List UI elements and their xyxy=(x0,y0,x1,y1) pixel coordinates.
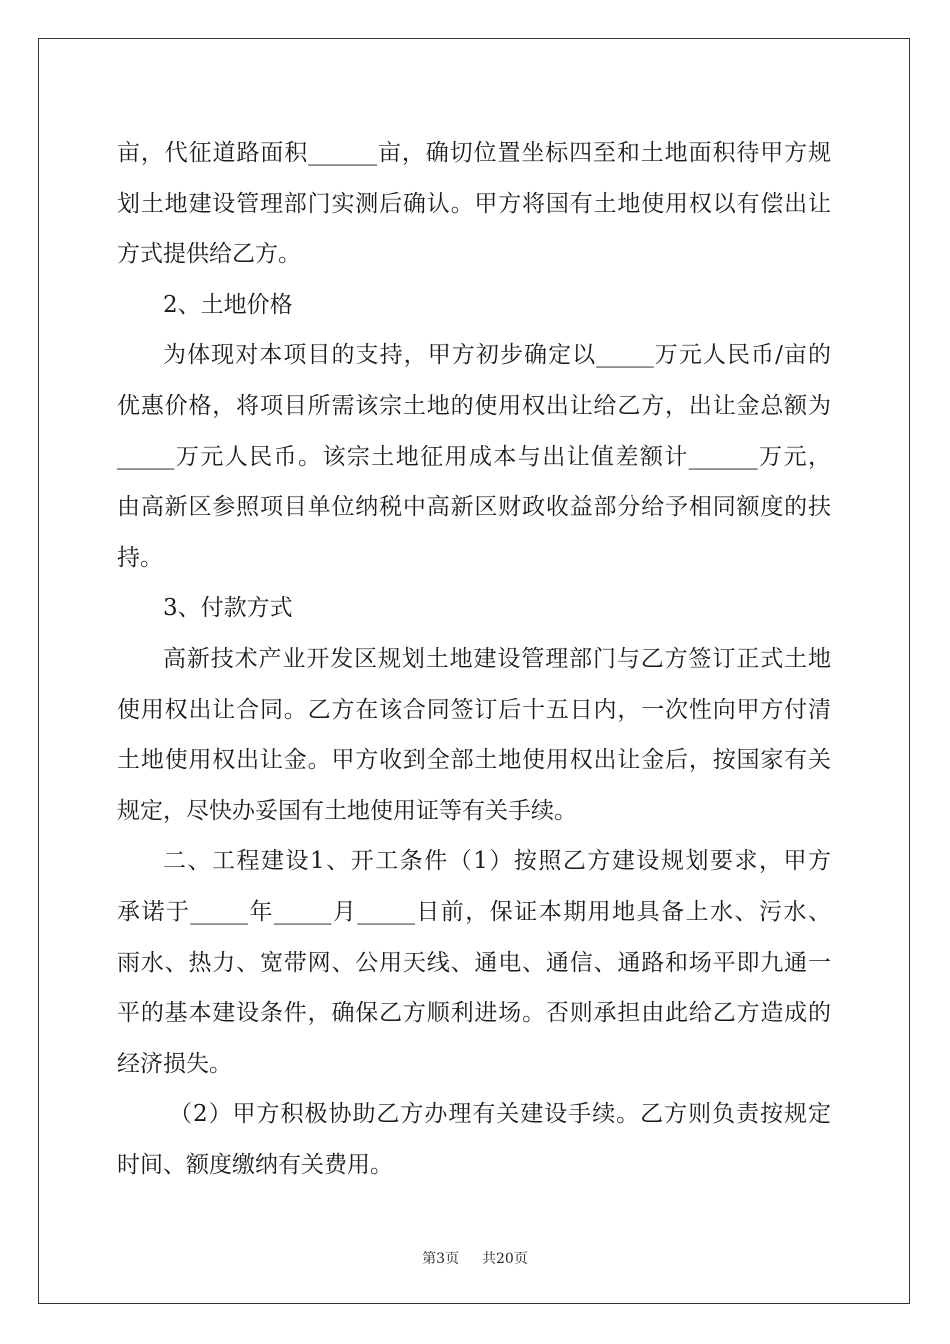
text-line: 二、工程建设1、开工条件（1）按照乙方建设规划要求，甲方 xyxy=(163,848,831,875)
text-line: 时间、额度缴纳有关费用。 xyxy=(117,1151,393,1178)
page-footer xyxy=(0,1248,950,1268)
text-line: 规定，尽快办妥国有土地使用证等有关手续。 xyxy=(117,797,577,824)
page-number: 第3页 xyxy=(422,1251,460,1267)
document-body xyxy=(117,128,831,1190)
text-line: 使用权出让合同。乙方在该合同签订后十五日内，一次性向甲方付清 xyxy=(117,696,831,723)
text-line: 亩，代征道路面积______亩，确切位置坐标四至和土地面积待甲方规 xyxy=(117,140,831,166)
text-line: 方式提供给乙方。 xyxy=(117,241,301,268)
total-pages: 共20页 xyxy=(482,1251,528,1267)
section-heading: 2、土地价格 xyxy=(163,291,293,318)
text-line: 土地使用权出让金。甲方收到全部土地使用权出让金后，按国家有关 xyxy=(117,747,831,774)
text-line: 经济损失。 xyxy=(117,1050,232,1077)
text-line: _____万元人民币。该宗土地征用成本与出让值差额计______万元， xyxy=(117,443,831,470)
section-heading: 3、付款方式 xyxy=(163,595,293,622)
text-line: 持。 xyxy=(117,544,163,571)
text-line: （2）甲方积极协助乙方办理有关建设手续。乙方则负责按规定 xyxy=(169,1101,831,1128)
text-line: 为体现对本项目的支持，甲方初步确定以_____万元人民币/亩的 xyxy=(163,342,831,369)
text-line: 雨水、热力、宽带网、公用天线、通电、通信、通路和场平即九通一 xyxy=(117,949,831,976)
text-line: 优惠价格，将项目所需该宗土地的使用权出让给乙方，出让金总额为 xyxy=(117,392,831,419)
text-line: 承诺于_____年_____月_____日前，保证本期用地具备上水、污水、 xyxy=(117,898,831,925)
text-line: 平的基本建设条件，确保乙方顺利进场。否则承担由此给乙方造成的 xyxy=(117,1000,831,1027)
text-line: 由高新区参照项目单位纳税中高新区财政收益部分给予相同额度的扶 xyxy=(117,494,831,521)
text-line: 划土地建设管理部门实测后确认。甲方将国有土地使用权以有偿出让 xyxy=(117,190,831,217)
text-line: 高新技术产业开发区规划土地建设管理部门与乙方签订正式土地 xyxy=(163,645,831,672)
